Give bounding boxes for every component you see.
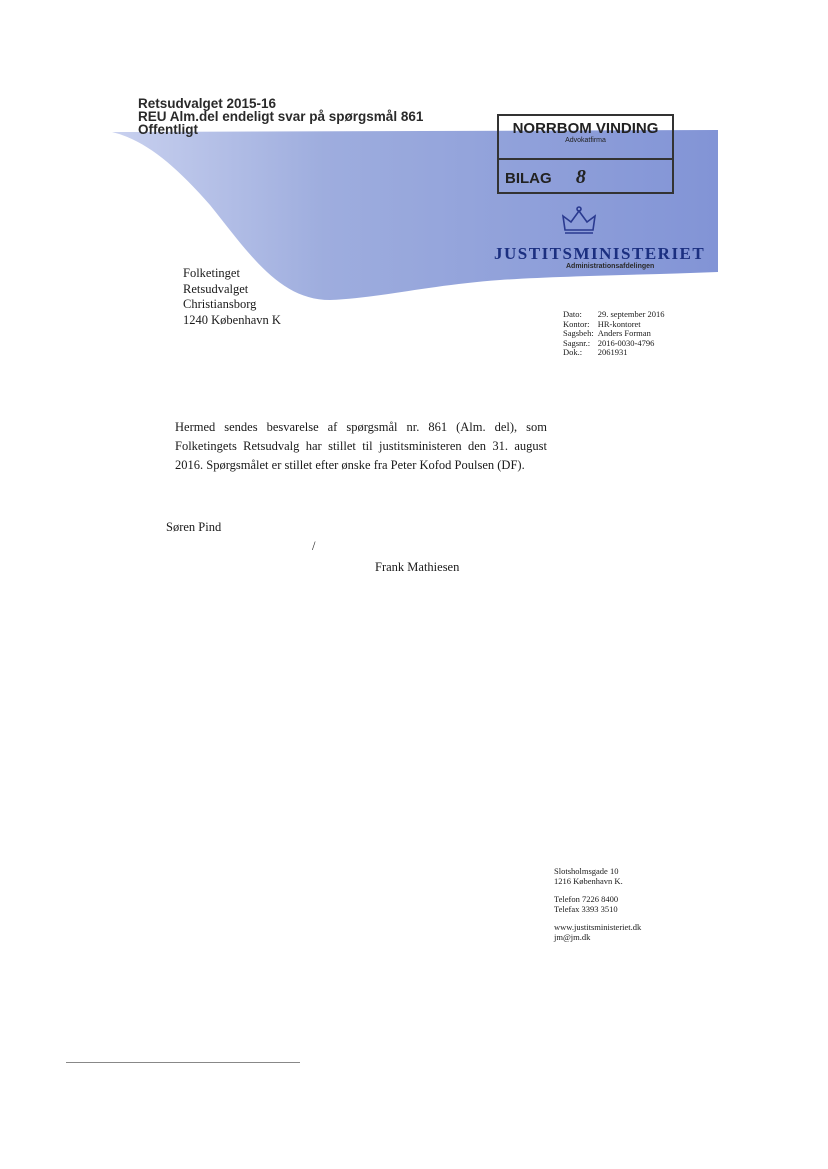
meta-value: Anders Forman xyxy=(597,328,651,338)
meta-value: 29. september 2016 xyxy=(597,309,665,319)
header-status: Offentligt xyxy=(138,122,198,137)
header-subtitle: REU Alm.del endeligt svar på spørgsmål 861 xyxy=(138,109,424,124)
meta-value: 2016-0030-4796 xyxy=(597,337,655,348)
contact-phone: Telefon 7226 8400 xyxy=(554,894,619,904)
stamp-firm-sub: Advokatfirma xyxy=(565,137,606,144)
address-line: Retsudvalget xyxy=(183,281,249,296)
address-line: Christiansborg xyxy=(183,297,257,311)
official-signature: Frank Mathiesen xyxy=(375,560,460,574)
stamp-bilag-label: BILAG xyxy=(505,170,552,187)
letter-body: Hermed sendes besvarelse af spørgsmål nr. 861 (Alm. del), som Folketingets Retsudvalg har stillet til justitsministeren den 31. august 2016. Spørgsmålet er stillet efter ønske fra Peter Kofod Poulsen (DF). xyxy=(175,420,547,472)
meta-label: Dato: xyxy=(563,309,582,319)
meta-label: Kontor: xyxy=(563,318,590,329)
meta-label: Sagsnr.: xyxy=(563,337,591,348)
meta-row xyxy=(563,348,669,358)
contact-info xyxy=(554,867,641,942)
header-title: Retsudvalget 2015-16 xyxy=(138,96,277,111)
stamp-bilag-number: 8 xyxy=(575,166,586,188)
ministry-name: JUSTITSMINISTERIET xyxy=(494,244,706,263)
law-firm-stamp xyxy=(497,114,674,194)
contact-email: jm@jm.dk xyxy=(554,931,591,942)
contact-fax: Telefax 3393 3510 xyxy=(554,903,618,914)
stamp-firm-name: NORRBOM VINDING xyxy=(512,120,659,137)
contact-city: 1216 København K. xyxy=(554,875,623,886)
meta-label: Sagsbeh: xyxy=(563,328,594,338)
ministry-department: Administrationsafdelingen xyxy=(566,263,655,270)
recipient-address xyxy=(183,266,281,328)
meta-value: 2061931 xyxy=(597,347,628,357)
footer-rule xyxy=(66,1062,300,1063)
minister-signature: Søren Pind xyxy=(166,520,222,534)
letterhead-wave xyxy=(0,0,828,320)
letter-meta xyxy=(563,310,669,358)
contact-web: www.justitsministeriet.dk xyxy=(554,922,642,932)
signature-separator: / xyxy=(312,539,316,553)
crown-icon xyxy=(560,206,598,236)
meta-label: Dok.: xyxy=(563,347,583,357)
address-line: Folketinget xyxy=(183,266,240,280)
contact-street: Slotsholmsgade 10 xyxy=(554,866,619,876)
address-line: 1240 København K xyxy=(183,312,281,327)
meta-value: HR-kontoret xyxy=(597,318,641,329)
